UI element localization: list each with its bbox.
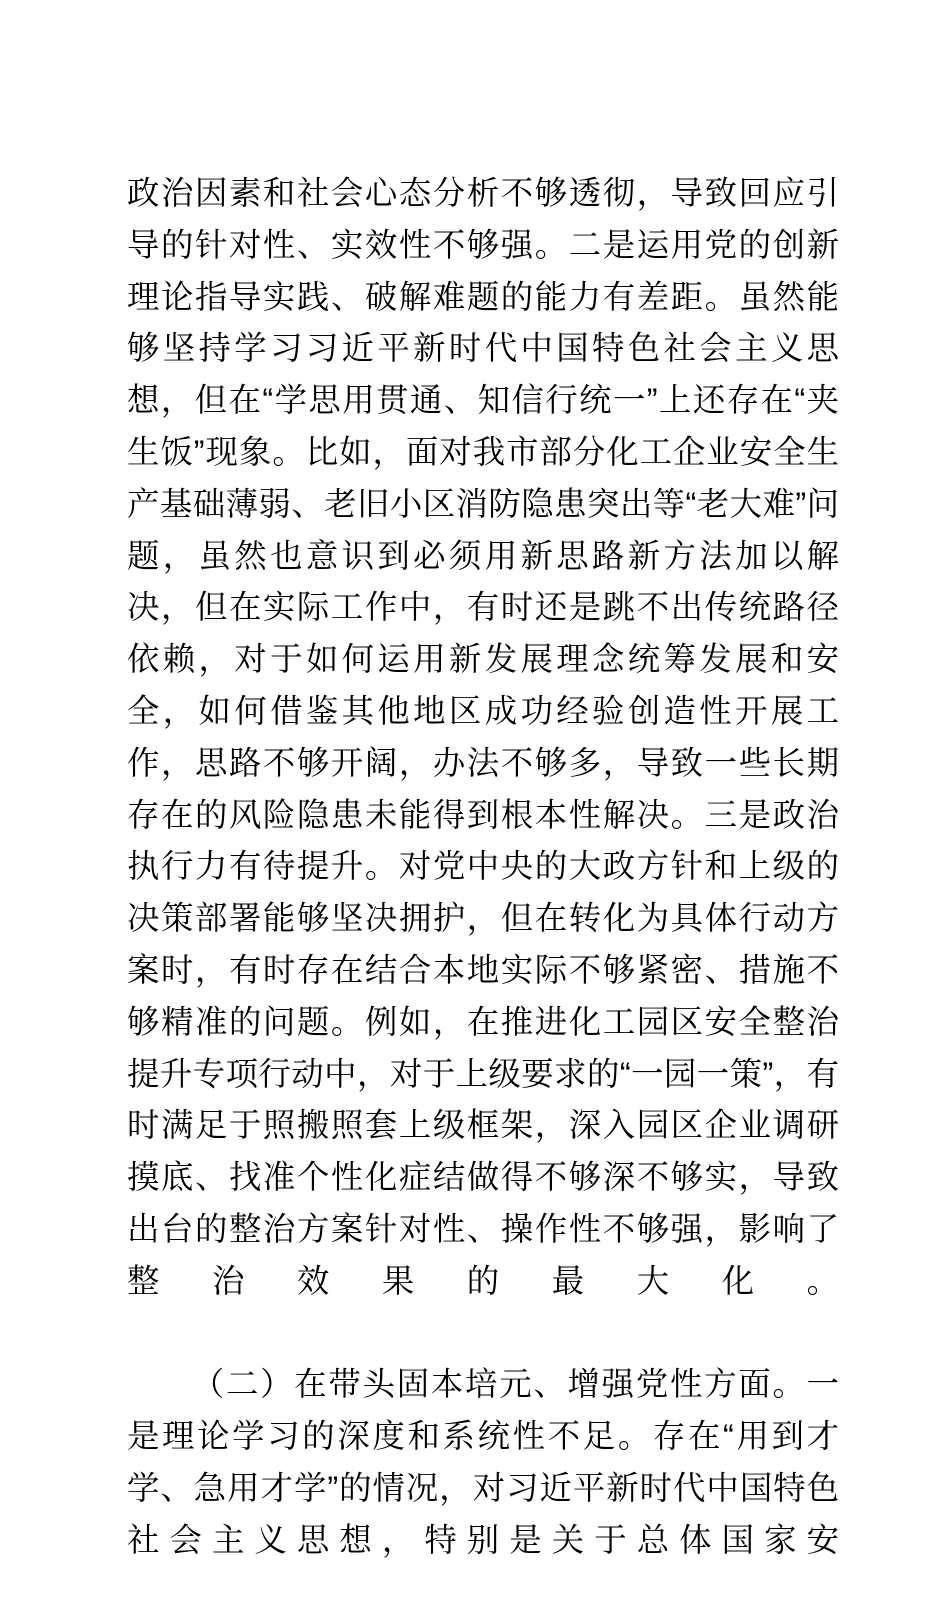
paragraph-continuation: 政治因素和社会心态分析不够透彻，导致回应引导的针对性、实效性不够强。二是运用党的创新理论指导实践、破解难题的能力有差距。虽然能够坚持学习习近平新时代中国特色社会主义思想，但在“学思用贯通、知信行统一”上还存在“夹生饭”现象。比如，面对我市部分化工企业安全生产基础薄弱、老旧小区消防隐患突出等“老大难”问题，虽然也意识到必须用新思路新方法加以解决，但在实际工作中，有时还是跳不出传统路径依赖，对于如何运用新发展理念统筹发展和安全，如何借鉴其他地区成功经验创造性开展工作，思路不够开阔，办法不够多，导致一些长期存在的风险隐患未能得到根本性解决。三是政治执行力有待提升。对党中央的大政方针和上级的决策部署能够坚决拥护，但在转化为具体行动方案时，有时存在结合本地实际不够紧密、措施不够精准的问题。例如，在推进化工园区安全整治提升专项行动中，对于上级要求的“一园一策”，有时满足于照搬照套上级框架，深入园区企业调研摸底、找准个性化症结做得不够深不够实，导致出台的整治方案针对性、操作性不够强，影响了整治效果的最大化。 — [127, 175, 839, 1299]
page-text-body — [127, 168, 839, 1618]
paragraph-section-two: （二）在带头固本培元、增强党性方面。一是理论学习的深度和系统性不足。存在“用到才学、急用才学”的情况，对习近平新时代中国特色社会主义思想，特别是关于总体国家安 — [127, 1366, 839, 1558]
